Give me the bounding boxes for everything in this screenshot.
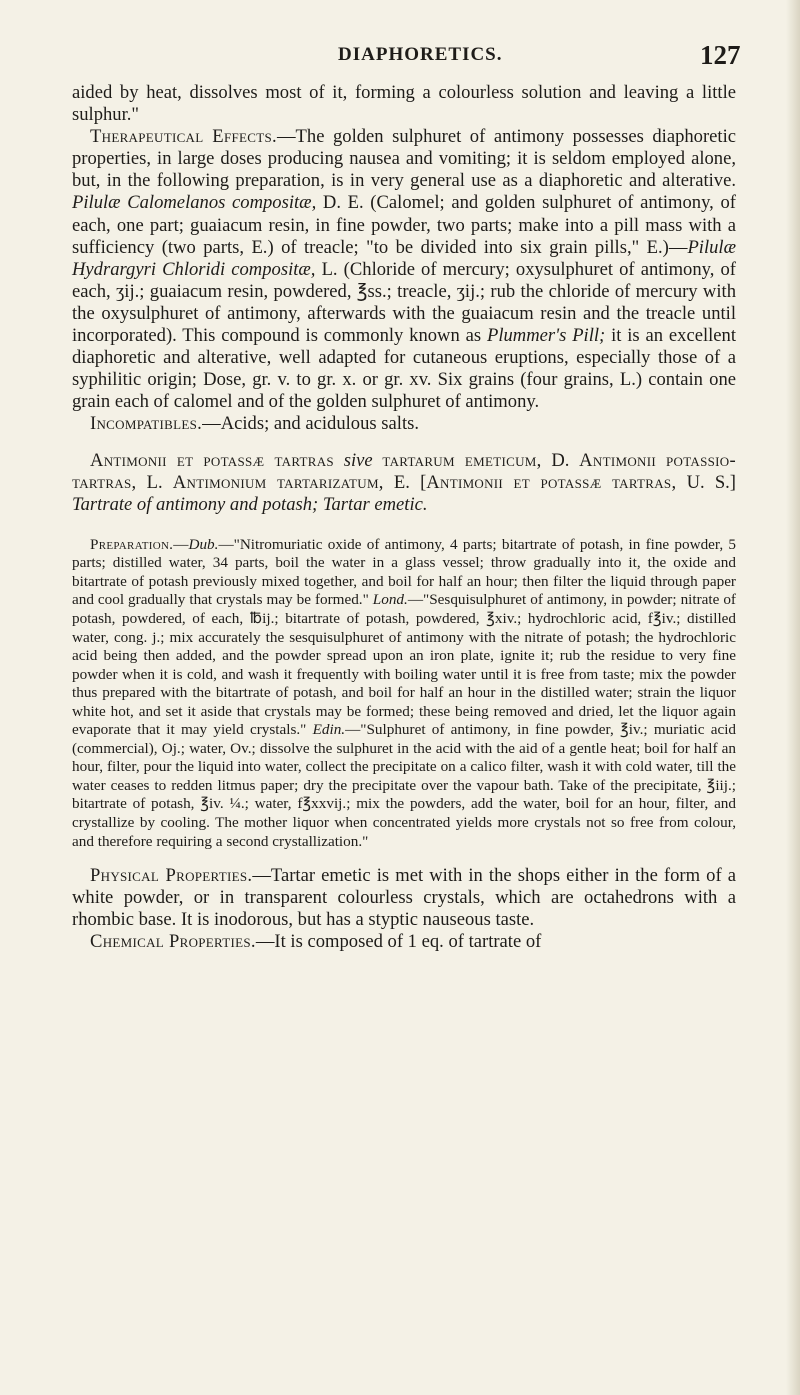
running-head: DIAPHORETICS. xyxy=(338,44,503,65)
text-run: —"Nitromuriatic oxide of antimony, 4 parts; bitartrate of potash, in fine powder, 5 parts; distilled water, 34 parts, boil the water in a glass vessel; throw gradually into it, the oxide and bitartrate of potash previously mixed together, and boil for half an hour; then filter the liquid through paper and cool gradually that crystals may be formed." xyxy=(72,535,736,609)
body-text xyxy=(72,82,736,953)
section-heading: Physical Properties. xyxy=(90,865,253,887)
section-heading: Chemical Properties. xyxy=(90,931,256,953)
title-run: Antimonii et potassæ tartras, xyxy=(426,471,677,493)
italic-run: Plummer's Pill; xyxy=(486,325,606,347)
section-heading: Incompatibles. xyxy=(90,413,203,435)
text-run: it is an excellent diaphoretic and alterative, well adapted for cutaneous eruptions, especially those of a syphilitic origin; Dose, gr. v. to gr. x. or gr. xv. Six grains (four grains, L.) contain one grain each of calomel and of the golden sulphuret of antimony. xyxy=(72,325,737,413)
paragraph-incompatibles xyxy=(72,413,736,435)
paragraph-chemical-properties xyxy=(72,931,736,953)
text-run: L. (Chloride of mercury; oxysulphuret of antimony, of each, ʒij.; guaiacum resin, powdered, ℥ss.; treacle, ʒij.; rub the chloride of mercury with the oxysulphuret of antimony, afterwards with the guaiacum resin and the treacle until incorporated). This compound is commonly known as xyxy=(72,258,736,347)
page-number: 127 xyxy=(700,40,741,70)
paragraph-tartar-emetic-title xyxy=(72,450,736,516)
text-run: D. xyxy=(541,449,580,471)
text-run: —"Sulphuret of antimony, in fine powder, ℥iv.; muriatic acid (commercial), Oj.; water, Ov.; dissolve the sulphuret in the acid with the aid of a gentle heat; boil for half an hour, filter, pour the liquid into water, collect the precipitate on a calico filter, wash it with cold water, till the water ceases to redden litmus paper; dry the precipitate over the vapour bath. Take of the precipitate, ℥iij.; bitartrate of potash, ℥iv. ¼.; water, f℥xxvij.; mix the powders, add the water, boil for an hour, filter, and crystallize by cooling. The mother liquor when concentrated yields more crystals not so free from colour, and therefore requiring a second crystallization." xyxy=(72,721,737,850)
paragraph-text: aided by heat, dissolves most of it, forming a colourless solution and leaving a little sulphur." xyxy=(72,82,736,126)
text-run: —Tartar emetic is met with in the shops either in the form of a white powder, or in transparent colourless crystals, which are octahedrons with a rhombic base. It is inodorous, but has a styptic nauseous taste. xyxy=(72,865,736,931)
title-run: Antimonii et potassæ tartras xyxy=(90,449,334,471)
text-run: U. S.] xyxy=(676,471,737,493)
title-run: Antimonium tartarizatum, xyxy=(172,471,384,493)
text-run: D. E. (Calomel; and golden sulphuret of antimony, of each, one part; guaiacum resin, in fine powder, two parts; make into a pill mass with a sufficiency (two parts, E.) of treacle; "to be divided into six grain pills," E.)— xyxy=(72,192,736,258)
title-run: tartarum emeticum, xyxy=(382,449,542,471)
text-run: E. [ xyxy=(383,471,427,493)
paragraph-therapeutical-effects xyxy=(72,126,736,413)
paragraph-preparation xyxy=(72,536,736,851)
paragraph-physical-properties xyxy=(72,865,736,931)
text-run: L. xyxy=(136,471,173,493)
text-run: — xyxy=(173,535,189,553)
text-run: —The golden sulphuret of antimony possesses diaphoretic properties, in large doses producing nausea and vomiting; it is seldom employed alone, but, in the following preparation, is in very general use as a diaphoretic and alterative. xyxy=(72,126,736,192)
italic-run: Pilulæ Hydrargyri Chloridi compositæ, xyxy=(72,236,736,280)
page-header xyxy=(0,40,800,72)
italic-run: Pilulæ Calomelanos compositæ, xyxy=(72,192,317,214)
section-heading: Preparation. xyxy=(90,535,174,553)
text-run: —Acids; and acidulous salts. xyxy=(202,413,419,435)
page-edge-shadow xyxy=(786,0,800,1395)
italic-run: sive xyxy=(333,449,383,471)
section-heading: Therapeutical Effects. xyxy=(90,126,277,148)
italic-run: Edin. xyxy=(312,721,346,739)
italic-run: Lond. xyxy=(372,591,408,609)
text-run: —It is composed of 1 eq. of tartrate of xyxy=(255,931,542,953)
italic-run: Tartrate of antimony and potash; Tartar emetic. xyxy=(72,493,428,515)
title-run: Antimonii potassio-tartras, xyxy=(72,449,736,493)
text-run: —"Sesquisulphuret of antimony, in powder; nitrate of potash, powdered, of each, ℔ij.; bitartrate of potash, powdered, ℥xiv.; hydrochloric acid, f℥iv.; distilled water, cong. j.; mix accurately the sesquisulphuret of antimony with the nitrate of potash; the hydrochloric acid being then added, and the powder spread upon an iron plate, ignite it; rub the residue to very fine powder when it is cold, and wash it frequently with boiling water until it is free from taste; mix the powder thus prepared with the bitartrate of potash, and boil for half an hour in the distilled water; strain the liquor white hot, and set it aside that crystals may be formed; these being removed and dried, let the liquor again evaporate that it may yield crystals." xyxy=(72,591,736,739)
italic-run: Dub. xyxy=(188,535,219,553)
paragraph-continuation xyxy=(72,82,736,126)
